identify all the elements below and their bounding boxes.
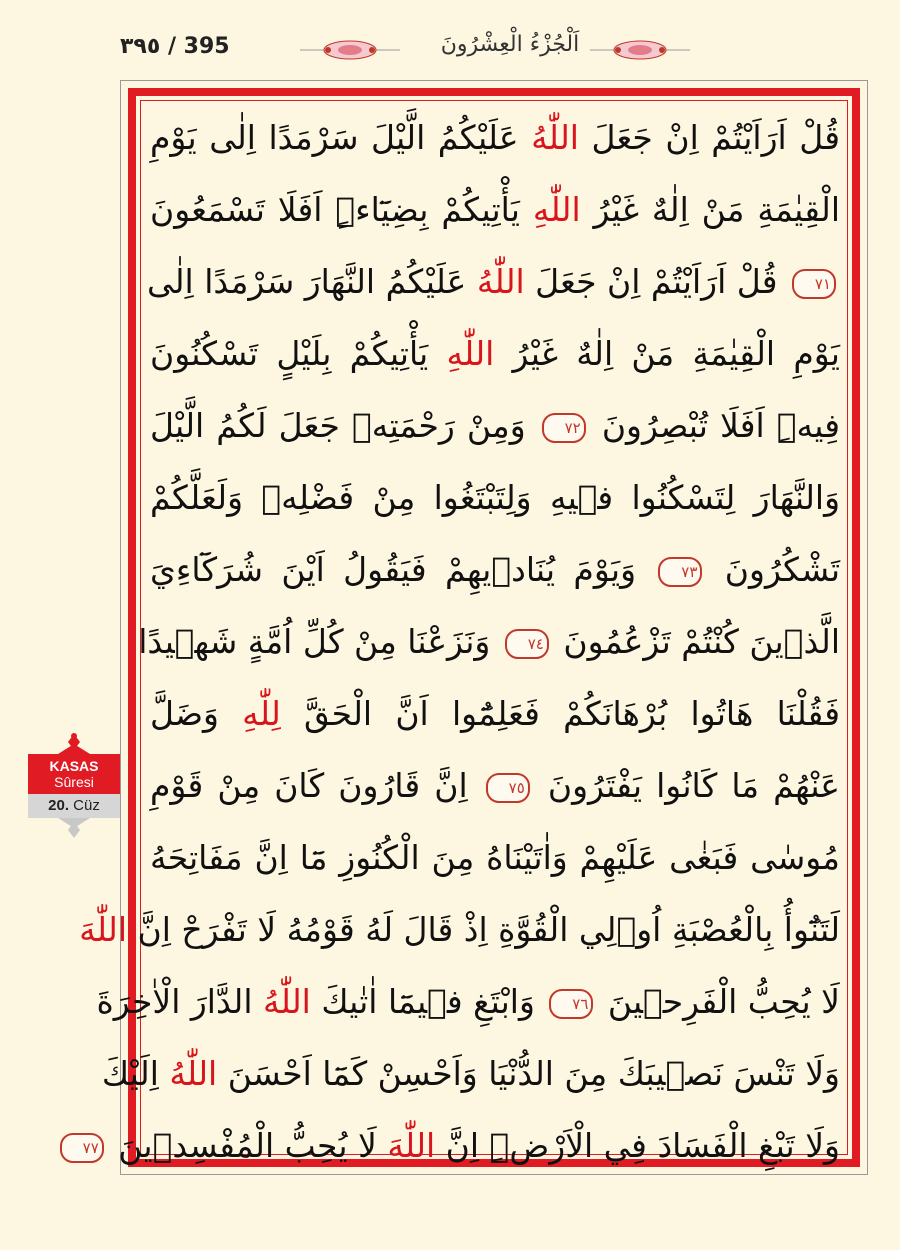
verse-text: عَلَيْكُمُ النَّهَارَ سَرْمَدًا اِلٰى (146, 262, 477, 301)
verse-text: فِيهِۜ اَفَلَا تُبْصِرُونَ (589, 406, 840, 445)
surah-name: KASAS (49, 758, 99, 774)
text-line (150, 534, 840, 606)
verse-text: الْقِيٰمَةِ مَنْ اِلٰهٌ غَيْرُ (580, 190, 840, 229)
page-number: ٣٩٥ / 395 (120, 34, 230, 59)
ayah-number-marker: ٧١ (792, 269, 836, 299)
verse-text: اِنَّ قَارُونَ كَانَ مِنْ قَوْمِ (150, 766, 482, 805)
right-ornament-icon (590, 38, 690, 62)
verse-text: لَا يُحِبُّ الْمُفْسِد۪ينَ (107, 1126, 388, 1165)
verse-text: يَوْمِ الْقِيٰمَةِ مَنْ اِلٰهٌ غَيْرُ (494, 334, 840, 373)
surah-label-block (28, 754, 120, 794)
text-line (79, 894, 840, 966)
verse-text: قُلْ اَرَاَيْتُمْ اِنْ جَعَلَ (578, 118, 840, 157)
text-line (101, 1038, 840, 1110)
verse-text: وَضَلَّ (150, 694, 243, 733)
ayah-number-marker: ٧٢ (542, 413, 586, 443)
divine-name-text: اللّٰهُ (531, 118, 579, 157)
verse-text: تَشْكُرُونَ (706, 550, 841, 589)
verse-text: عَلَيْكُمُ الَّيْلَ سَرْمَدًا اِلٰى يَوْمِ (150, 118, 532, 157)
verse-text: قُلْ اَرَاَيْتُمْ اِنْ جَعَلَ (524, 262, 788, 301)
surah-side-tab[interactable] (28, 732, 120, 840)
verse-text: مُوسٰى فَبَغٰى عَلَيْهِمْ وَاٰتَيْنَاهُ مِنَ الْكُنُوزِ مَٓا اِنَّ مَفَاتِحَهُ (150, 838, 840, 877)
divine-name-text: اللّٰهَ (387, 1126, 436, 1165)
verse-text: وَنَزَعْنَا مِنْ كُلِّ اُمَّةٍ شَه۪يدًا (138, 622, 501, 661)
divine-name-text: لِلّٰهِ (242, 694, 281, 733)
text-line (150, 750, 840, 822)
page-header (120, 30, 868, 80)
tab-top-ornament-icon (28, 732, 120, 754)
divine-name-text: اللّٰهُ (476, 262, 525, 301)
verse-text: فَقُلْنَا هَاتُوا بُرْهَانَكُمْ فَعَلِمُٓوا اَنَّ الْحَقَّ (280, 694, 840, 733)
left-ornament-icon (300, 38, 400, 62)
verse-text: لَتَنُٓوأُ بِالْعُصْبَةِ اُو۬لِي الْقُوَّةِ اِذْ قَالَ لَهُ قَوْمُهُ لَا تَفْرَحْ اِنَّ (127, 910, 840, 949)
verse-text: وَالنَّهَارَ لِتَسْكُنُوا ف۪يهِ وَلِتَبْتَغُوا مِنْ فَضْلِه۪ وَلَعَلَّكُمْ (150, 478, 840, 517)
verse-text: عَنْهُمْ مَا كَانُوا يَفْتَرُونَ (533, 766, 840, 805)
divine-name-text: اللّٰهَ (79, 910, 127, 949)
text-line (82, 1110, 840, 1182)
tab-bottom-ornament-icon (28, 818, 120, 840)
juz-number: 20. (48, 797, 69, 814)
verse-text: يَأْتِيكُمْ بِضِيَٓاءٍۜ اَفَلَا تَسْمَعُونَ (150, 190, 533, 229)
ayah-number-marker: ٧٦ (549, 989, 593, 1019)
verse-text: الَّذ۪ينَ كُنْتُمْ تَزْعُمُونَ (552, 622, 840, 661)
ayah-number-marker: ٧٤ (505, 629, 549, 659)
juz-title: اَلْجُزْءُ الْعِشْرُونَ (440, 32, 580, 57)
verse-text: الدَّارَ الْاٰخِرَةَ (96, 982, 263, 1021)
text-line (138, 606, 840, 678)
text-line (150, 102, 840, 174)
text-line (150, 822, 840, 894)
verse-text: وَيَوْمَ يُنَاد۪يهِمْ فَيَقُولُ اَيْنَ شُرَكَٓاءِيَ (150, 550, 655, 589)
text-line (146, 246, 840, 318)
text-line (150, 174, 840, 246)
verse-text: وَابْتَغِ ف۪يمَٓا اٰتٰيكَ (310, 982, 546, 1021)
text-line (96, 966, 840, 1038)
verse-text: يَأْتِيكُمْ بِلَيْلٍ تَسْكُنُونَ (150, 334, 447, 373)
ayah-number-marker: ٧٥ (486, 773, 530, 803)
divine-name-text: اللّٰهُ (169, 1054, 218, 1093)
text-line (150, 318, 840, 390)
divine-name-text: اللّٰهِ (446, 334, 495, 373)
verse-text: وَلَا تَنْسَ نَص۪يبَكَ مِنَ الدُّنْيَا وَاَحْسِنْ كَمَٓا اَحْسَنَ (217, 1054, 840, 1093)
divine-name-text: اللّٰهُ (263, 982, 311, 1021)
juz-label-block (28, 794, 120, 818)
text-line (150, 462, 840, 534)
verse-text: لَا يُحِبُّ الْفَرِح۪ينَ (597, 982, 840, 1021)
juz-label: Cüz (73, 797, 100, 814)
ayah-number-marker: ٧٧ (60, 1133, 104, 1163)
verse-text: وَمِنْ رَحْمَتِه۪ جَعَلَ لَكُمُ الَّيْلَ (150, 406, 538, 445)
text-line (150, 390, 840, 462)
ayah-number-marker: ٧٣ (658, 557, 702, 587)
verse-text: وَلَا تَبْغِ الْفَسَادَ فِي الْاَرْضِۜ اِنَّ (435, 1126, 840, 1165)
verse-text: اِلَيْكَ (101, 1054, 170, 1093)
text-line (150, 678, 840, 750)
surah-label: Sûresi (54, 774, 94, 790)
divine-name-text: اللّٰهِ (532, 190, 581, 229)
